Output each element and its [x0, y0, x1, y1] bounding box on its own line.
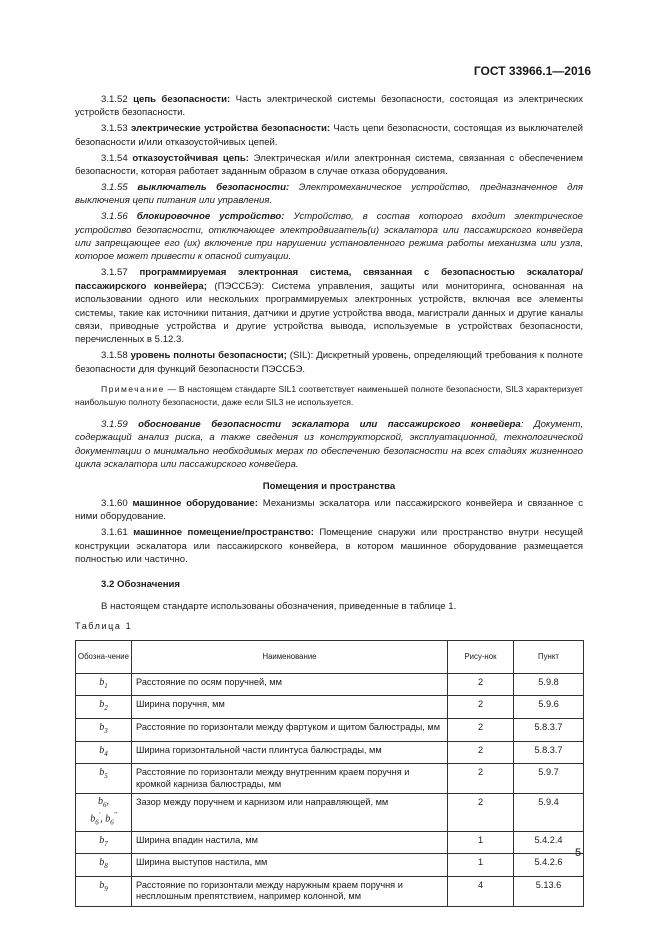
name-cell: Зазор между поручнем и карнизом или направляющей, мм [132, 794, 448, 831]
figure-cell: 2 [448, 741, 514, 764]
name-cell: Ширина выступов настила, мм [132, 854, 448, 877]
table-row [76, 718, 584, 741]
clause-cell: 5.8.3.7 [514, 718, 584, 741]
definition-text: Помещение снаружи или пространство внутри несущей конструкции эскалатора или пассажирского конвейера, в котором машинное оборудование размещается полностью или частично. [75, 527, 583, 566]
clause-cell: 5.4.2.4 [514, 831, 584, 854]
clause-number: 3.1.53 [101, 123, 128, 135]
figure-cell: 1 [448, 831, 514, 854]
name-cell: Расстояние по горизонтали между внутренним краем поручня и кромкой карниза балюстрады, мм [132, 764, 448, 794]
header-clause: Пункт [514, 640, 584, 673]
table-row [76, 831, 584, 854]
term: отказоустойчивая цепь: [132, 152, 249, 164]
symbol-cell: $b_4$ [76, 741, 132, 764]
page-content [75, 93, 583, 907]
name-cell: Расстояние по горизонтали между наружным краем поручня и несплошным препятствием, например колонной, мм [132, 876, 448, 906]
clause-number: 3.1.59 [101, 418, 128, 430]
clause-number: 3.1.52 [101, 94, 128, 105]
clause-number: 3.1.56 [101, 211, 128, 223]
clause-cell: 5.9.7 [514, 764, 584, 794]
definition-3-1-54 [75, 152, 583, 179]
note-label: Примечание [101, 384, 165, 395]
clause-cell: 5.9.4 [514, 794, 584, 831]
header-symbol: Обозна-чение [76, 640, 132, 673]
definition-3-1-60 [75, 497, 583, 524]
definition-text: Устройство, в состав которого входит электрическое устройство безопасности, отключающее электродвигатель(и) эскалатора или пассажирского конвейера или запрещающее его (их) включение при нарушении установленного режима работы механизма или узла, которое может привести к опасной ситуации. [75, 211, 584, 263]
note-text: — В настоящем стандарте SIL1 соответствует наименьшей полноте безопасности, SIL3 характеризует наибольшую полноту безопасности, даже если SIL3 не используется. [75, 384, 583, 407]
table-row [76, 876, 584, 906]
term: цепь безопасности: [133, 94, 231, 105]
symbols-table [75, 640, 584, 907]
name-cell: Расстояние по горизонтали между фартуком и щитом балюстрады, мм [132, 718, 448, 741]
table-caption: Таблица 1 [75, 621, 133, 632]
term: электрические устройства безопасности: [131, 123, 331, 135]
term: блокировочное устройство: [136, 211, 285, 223]
name-cell: Ширина горизонтальной части плинтуса балюстрады, мм [132, 741, 448, 764]
definition-text: Часть электрической системы безопасности, состоящая из электрических устройств безопасности. [75, 94, 583, 119]
name-cell: Ширина поручня, мм [132, 696, 448, 719]
symbol-cell: $b_6$, $b_6'$, $b_6^"$ [76, 794, 132, 831]
table-header-row [76, 640, 584, 673]
definition-text: Часть цепи безопасности, состоящая из выключателей безопасности и/или отказоустойчивых цепей. [75, 123, 584, 148]
section-title: 3.2 Обозначения [101, 578, 180, 590]
term: выключатель безопасности: [137, 181, 290, 193]
definition-3-1-59 [75, 418, 583, 472]
term: обоснование безопасности эскалатора или пассажирского конвейера [138, 418, 521, 430]
symbol-cell: $b_7$ [76, 831, 132, 854]
note [75, 383, 583, 408]
definition-text: Электромеханическое устройство, предназначенное для выключения цепи питания или управления. [75, 181, 583, 207]
table-row [76, 854, 584, 877]
definition-3-1-57 [75, 266, 583, 346]
clause-cell: 5.13.6 [514, 876, 584, 906]
definition-text: Электрическая и/или электронная система, связанная с обеспечением безопасности, которая работает заданным образом в случае отказа оборудования. [75, 152, 583, 178]
clause-number: 3.1.54 [101, 152, 128, 164]
clause-number: 3.1.55 [101, 181, 128, 193]
figure-cell: 2 [448, 764, 514, 794]
term: уровень полноты безопасности; [130, 350, 287, 362]
document-header: ГОСТ 33966.1—2016 [473, 64, 591, 78]
table-row [76, 696, 584, 719]
symbol-cell: $b_3$ [76, 718, 132, 741]
subheading: Помещения и пространства [262, 480, 396, 492]
clause-number: 3.1.58 [101, 350, 128, 362]
name-cell: Расстояние по осям поручней, мм [132, 673, 448, 696]
clause-cell: 5.9.8 [514, 673, 584, 696]
header-name: Наименование [132, 640, 448, 673]
figure-cell: 2 [448, 673, 514, 696]
definition-text: (ПЭССБЭ): Система управления, защиты или мониторинга, основанная на использовании одного или нескольких программируемых электронных устройств, включая все элементы системы, такие как источники питания, датчики и другие устройства ввода, магистрали данных и другие каналы связи, приводные устройства и другие устройства вывода, используемые в устройствах безопасности, перечисленных в 5.12.3. [75, 280, 583, 346]
definition-3-1-58 [75, 349, 583, 376]
figure-cell: 1 [448, 854, 514, 877]
term: машинное оборудование: [132, 497, 258, 509]
clause-cell: 5.9.6 [514, 696, 584, 719]
figure-cell: 2 [448, 696, 514, 719]
definition-3-1-55 [75, 181, 583, 208]
term: программируемая электронная система, связанная с безопасностью эскалатора/пассажирского конвейера; [75, 267, 583, 292]
clause-cell: 5.4.2.6 [514, 854, 584, 877]
symbol-cell: $b_8$ [76, 854, 132, 877]
table-row [76, 764, 584, 794]
symbol-cell: $b_1$ [76, 673, 132, 696]
clause-number: 3.1.61 [101, 527, 128, 539]
table-row [76, 741, 584, 764]
clause-number: 3.1.60 [101, 497, 128, 509]
definition-3-1-56 [75, 210, 583, 264]
definition-3-1-61 [75, 526, 583, 566]
header-figure: Рису-нок [448, 640, 514, 673]
figure-cell: 2 [448, 718, 514, 741]
definition-text: Механизмы эскалатора или пассажирского конвейера и связанное с ними оборудование. [75, 497, 583, 523]
symbol-cell: $b_5$ [76, 764, 132, 794]
figure-cell: 4 [448, 876, 514, 906]
page-number: 5 [575, 847, 582, 859]
term: машинное помещение/пространство: [133, 527, 314, 539]
figure-cell: 2 [448, 794, 514, 831]
definition-3-1-52 [75, 93, 583, 120]
section-intro: В настоящем стандарте использованы обозначения, приведенные в таблице 1. [101, 600, 457, 612]
definition-3-1-53 [75, 122, 583, 149]
name-cell: Ширина впадин настила, мм [132, 831, 448, 854]
table-row [76, 794, 584, 831]
symbol-cell: $b_9$ [76, 876, 132, 906]
definition-text: : Документ, содержащий анализ риска, а также сведения из конструкторской, эксплуатационной, технологической документации о минимально необходимых мерах по обеспечению безопасности на всех стадиях жизненного цикла эскалатора или пассажирского конвейера. [75, 418, 583, 471]
table-row [76, 673, 584, 696]
clause-cell: 5.8.3.7 [514, 741, 584, 764]
symbol-cell: $b_2$ [76, 696, 132, 719]
definition-text: (SIL): Дискретный уровень, определяющий требования к полноте безопасности для функций безопасности ПЭССБЭ. [75, 350, 584, 375]
clause-number: 3.1.57 [101, 267, 128, 279]
